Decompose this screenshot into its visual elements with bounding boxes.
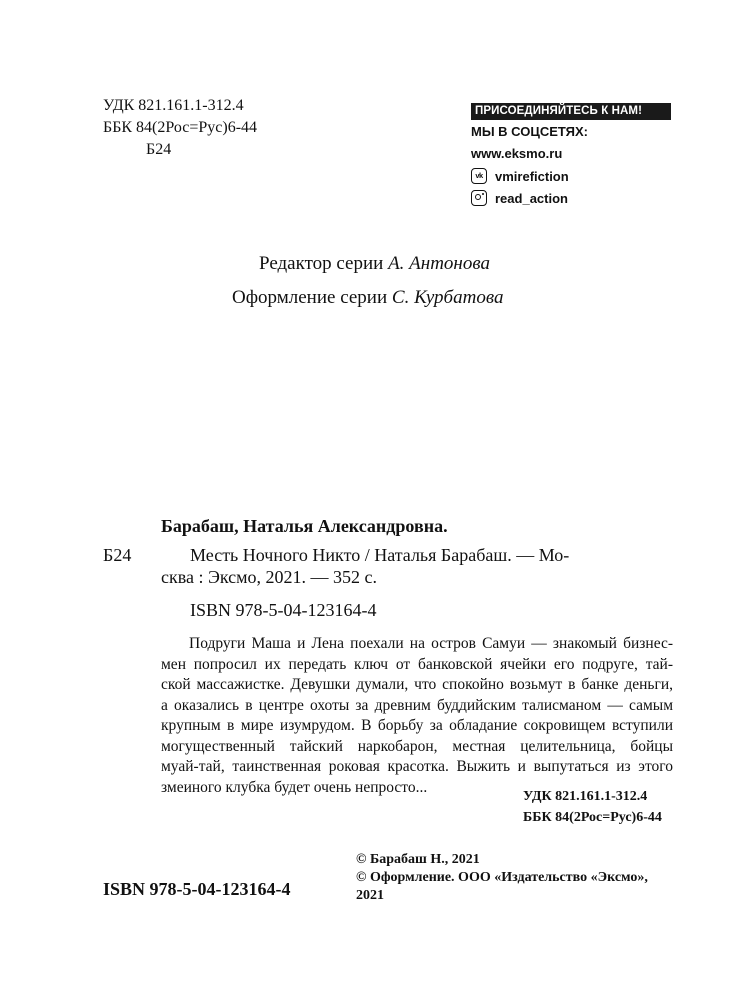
social-block [471,103,671,206]
author-sign: Б24 [146,141,172,158]
annotation-line: могущественный тайский наркобарон, местная целительница, бойцы [161,737,673,755]
bottom-bbk-code: ББК 84(2Рос=Рус)6-44 [523,810,662,825]
title-statement-line2: сква : Эксмо, 2021. — 352 с. [161,567,378,587]
classification-block [103,95,257,161]
instagram-row[interactable] [471,190,671,206]
annotation-line: Подруги Маша и Лена поехали на остров Самуи — знакомый бизнес- [189,635,673,652]
series-editor-name: А. Антонова [388,253,490,274]
annotation-line: а оказались в центре охоты за древним буддийским талисманом — самым [161,696,673,714]
instagram-handle: read_action [495,190,568,206]
series-design-label: Оформление серии [232,287,388,308]
title-statement-line1: Месть Ночного Никто / Наталья Барабаш. — Мо- [190,545,570,565]
social-heading: МЫ В СОЦСЕТЯХ: [471,124,589,139]
join-us-banner: ПРИСОЕДИНЯЙТЕСЬ К НАМ! [471,103,671,120]
copyright-design-line1: © Оформление. ООО «Издательство «Эксмо», [356,870,648,885]
copyright-author: © Барабаш Н., 2021 [356,852,480,867]
series-design-name: С. Курбатова [391,287,504,308]
annotation-line: мен попросил их передать ключ от банковской ячейки его подруге, тай- [161,655,673,673]
annotation-line: змеиного клубка будет очень непросто... [161,778,428,796]
footer-isbn: ISBN 978-5-04-123164-4 [103,879,291,899]
website-link[interactable]: www.eksmo.ru [471,146,563,161]
series-editor-credit [259,253,490,275]
series-design-credit [232,287,503,309]
udk-code: УДК 821.161.1-312.4 [103,97,244,114]
record-isbn: ISBN 978-5-04-123164-4 [190,600,377,620]
vk-handle: vmirefiction [495,168,569,184]
annotation-line: крупным в мире изумрудом. В борьбу за обладание сокровищем вступили [161,717,673,734]
bottom-udk-code: УДК 821.161.1-312.4 [523,789,648,804]
vk-row[interactable] [471,168,671,184]
author-heading: Барабаш, Наталья Александровна. [161,516,448,536]
annotation-line: ской массажистке. Девушки думали, что спокойно возьмут в банке деньги, [161,676,673,693]
annotation-paragraph [161,634,673,798]
copyright-block [356,851,648,905]
vk-icon: vk [471,168,487,184]
copyright-design-line2: 2021 [356,888,384,903]
bottom-classification [523,787,662,827]
instagram-icon [471,190,487,206]
annotation-line: муай-тай, таинственная роковая красотка. Выжить и выпутаться из этого [161,758,673,775]
record-author-sign: Б24 [103,545,132,565]
bbk-code: ББК 84(2Рос=Рус)6-44 [103,119,258,136]
series-editor-label: Редактор серии [259,253,384,274]
